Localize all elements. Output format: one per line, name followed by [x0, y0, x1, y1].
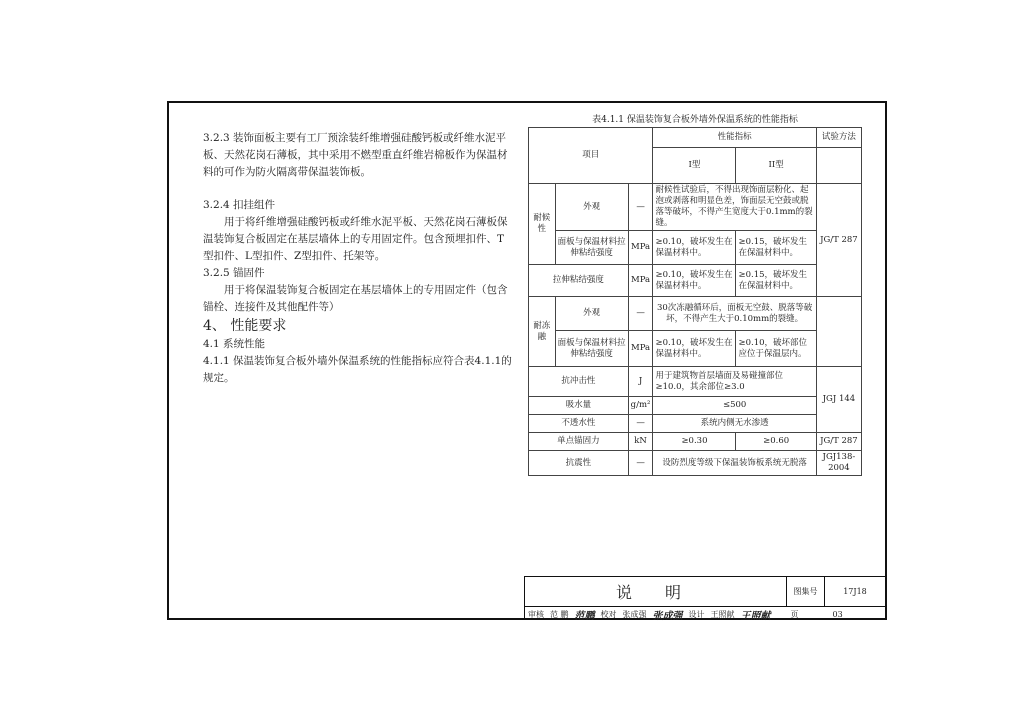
page-label: 页: [790, 609, 799, 619]
impact-value: 用于建筑物首层墙面及易碰撞部位≥10.0，其余部位≥3.0: [653, 367, 816, 397]
freeze-bond-label: 面板与保温材料拉伸粘结强度: [555, 331, 628, 367]
anchor-strength-type2: ≥0.15，破坏发生在保温材料中。: [736, 265, 816, 297]
impact-label: 抗冲击性: [529, 367, 629, 397]
title-block: [524, 576, 887, 620]
unit-dash: —: [628, 297, 653, 331]
review-label: 审核: [528, 609, 544, 619]
heading-3-2-5: 3.2.5 锚固件: [203, 267, 265, 279]
freeze-bond-type2: ≥0.10，破坏部位应位于保温层内。: [736, 331, 816, 367]
design-label: 设计: [688, 609, 705, 619]
method-jg287: JG/T 287: [816, 184, 861, 297]
reviewer-name: 范 鹏: [550, 609, 569, 619]
anchor-force-unit: kN: [628, 433, 653, 451]
reviewer-signature: 范鹏: [574, 610, 595, 622]
atlas-label: 图集号: [787, 577, 825, 607]
heading-4-1: 4.1 系统性能: [203, 338, 266, 350]
page-number: 03: [832, 609, 843, 619]
checker-signature: 张成强: [652, 610, 683, 622]
weather-bond-type1: ≥0.10，破坏发生在保温材料中。: [653, 231, 736, 265]
weather-bond-label: 面板与保温材料拉伸粘结强度: [555, 231, 628, 265]
impact-unit: J: [628, 367, 653, 397]
unit-mpa: MPa: [628, 265, 653, 297]
signature-row: [525, 607, 886, 621]
para-3-2-5: 用于将保温装饰复合板固定在基层墙体上的专用固定件（包含锚栓、连接件及其他配件等）: [203, 284, 508, 313]
weather-appearance-value: 耐候性试验后，不得出现饰面层粉化、起泡或剥落和明显色差，饰面层无空鼓或脱落等破坏，不得产生宽度大于0.1mm的裂缝。: [653, 184, 816, 231]
sheet-title: 说 明: [525, 577, 787, 607]
seismic-label: 抗震性: [529, 451, 629, 476]
para-3-2-3: 3.2.3 装饰面板主要有工厂预涂装纤维增强硅酸钙板或纤维水泥平板、天然花岗石薄板，其中采用不燃型重直纤维岩棉板作为保温材料的可作为防火隔离带保温装饰板。: [203, 132, 508, 178]
heading-4: 4、 性能要求: [203, 318, 287, 334]
water-absorption-value: ≤500: [653, 397, 816, 415]
anchor-strength-label: 拉伸粘结强度: [529, 265, 629, 297]
seismic-value: 设防烈度等级下保温装饰板系统无脱落: [653, 451, 816, 476]
unit-mpa: MPa: [628, 231, 653, 265]
heading-3-2-4: 3.2.4 扣挂组件: [203, 199, 276, 211]
weather-label: 耐候性: [529, 184, 556, 265]
impermeable-label: 不透水性: [529, 415, 629, 433]
freeze-appearance-value: 30次冻融循环后，面板无空鼓、脱落等破坏，不得产生大于0.10mm的裂缝。: [653, 297, 816, 331]
check-label: 校对: [600, 609, 617, 619]
weather-appearance-label: 外观: [555, 184, 628, 231]
weather-bond-type2: ≥0.15，破坏发生在保温材料中。: [736, 231, 816, 265]
anchor-force-label: 单点锚固力: [529, 433, 629, 451]
freeze-label: 耐冻融: [529, 297, 556, 367]
method-jgj138: JGJ138-2004: [816, 451, 861, 476]
anchor-force-type2: ≥0.60: [736, 433, 816, 451]
freeze-bond-type1: ≥0.10，破坏发生在保温材料中。: [653, 331, 736, 367]
impermeable-value: 系统内侧无水渗透: [653, 415, 816, 433]
header-performance: 性能指标: [653, 128, 816, 148]
anchor-force-type1: ≥0.30: [653, 433, 736, 451]
table-caption: 表4.1.1 保温装饰复合板外墙外保温系统的性能指标: [592, 115, 798, 125]
method-jg287b: JG/T 287: [816, 433, 861, 451]
unit-dash: —: [628, 415, 653, 433]
para-3-2-4: 用于将纤维增强硅酸钙板或纤维水泥平板、天然花岗石薄板保温装饰复合板固定在基层墙体上的专用固定件。包含预埋扣件、T型扣件、L型扣件、Z型扣件、托架等。: [203, 216, 508, 262]
description-text: [203, 130, 513, 387]
checker-name: 张成强: [622, 609, 647, 619]
header-type-1: I型: [653, 148, 736, 184]
para-4-1-1: 4.1.1 保温装饰复合板外墙外保温系统的性能指标应符合表4.1.1的规定。: [203, 355, 512, 384]
method-jgj144: JGJ 144: [816, 367, 861, 433]
header-type-2: II型: [736, 148, 816, 184]
water-absorption-unit: g/m²: [628, 397, 653, 415]
performance-table: [528, 127, 862, 476]
atlas-number: 17J18: [825, 577, 886, 607]
header-item: 项目: [529, 128, 653, 184]
designer-name: 王照献: [710, 609, 735, 619]
unit-dash: —: [628, 184, 653, 231]
anchor-strength-type1: ≥0.10，破坏发生在保温材料中。: [653, 265, 736, 297]
designer-signature: 王照献: [740, 610, 771, 622]
unit-dash: —: [628, 451, 653, 476]
unit-mpa: MPa: [628, 331, 653, 367]
water-absorption-label: 吸水量: [529, 397, 629, 415]
header-method: 试验方法: [816, 128, 861, 148]
freeze-appearance-label: 外观: [555, 297, 628, 331]
